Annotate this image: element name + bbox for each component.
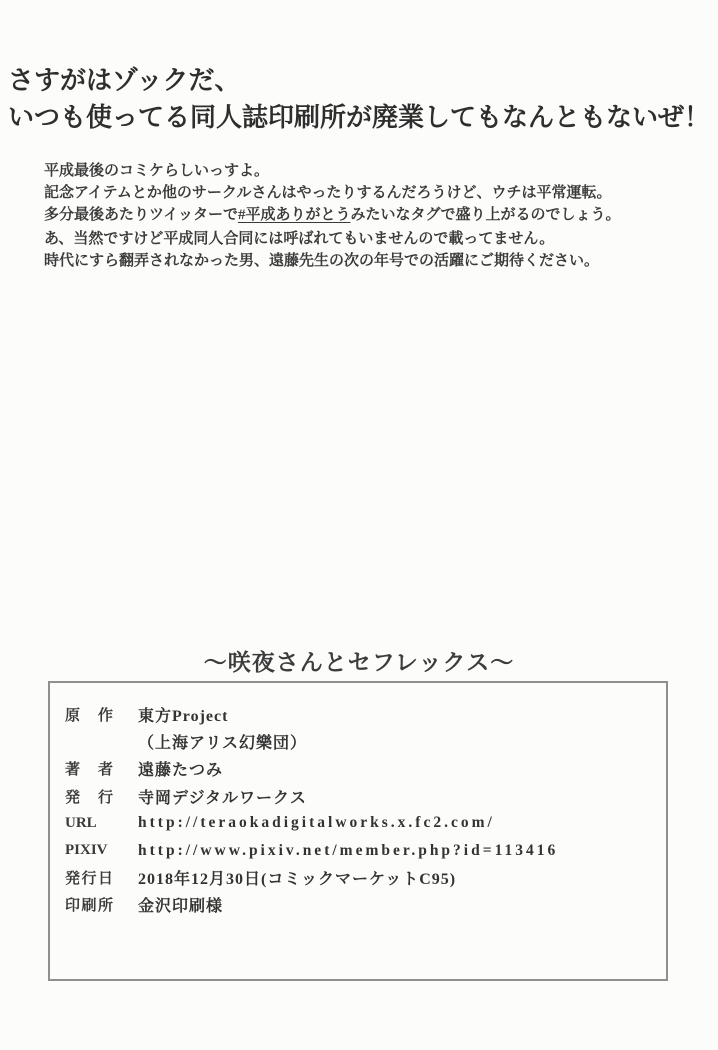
colophon-value: 2018年12月30日(コミックマーケットC95): [138, 871, 457, 889]
colophon-row-publication-date: [65, 864, 666, 891]
colophon-table: [48, 681, 668, 981]
colophon-label: URL: [65, 814, 97, 831]
colophon-row-circle-continuation: [65, 728, 666, 755]
colophon-label: 印刷所: [65, 898, 113, 915]
colophon-row-pixiv: [65, 837, 666, 864]
colophon-value: （上海アリス幻樂団）: [138, 735, 308, 753]
colophon-label: 発行: [65, 789, 113, 806]
headline-line-2: いつも使ってる同人誌印刷所が廃業してもなんともないぜ！: [8, 103, 711, 132]
colophon-value: 金沢印刷様: [138, 898, 224, 916]
afterword-line: 記念アイテムとか他のサークルさんはやったりするんだろうけど、ウチは平常運転。: [44, 185, 612, 201]
book-title: ～咲夜さんとセフレックス～: [203, 650, 515, 675]
headline-line-1: さすがはゾックだ、: [8, 66, 241, 95]
colophon-value-url: http://www.pixiv.net/member.php?id=113416: [138, 841, 559, 859]
colophon-value-url: http://teraokadigitalworks.x.fc2.com/: [138, 814, 495, 832]
afterword-paragraph-1: [44, 160, 688, 226]
afterword-line: [44, 204, 688, 226]
colophon-value: 東方Project: [138, 708, 229, 726]
headline: [8, 62, 714, 136]
hashtag-heisei-arigatou: #平成ありがとう: [237, 207, 351, 223]
colophon-row-url: [65, 810, 666, 837]
afterword-line: 平成最後のコミケらしいっすよ。: [44, 163, 270, 179]
afterword-line: あ、当然ですけど平成同人合同には呼ばれてもいませんので載ってません。: [44, 231, 555, 247]
colophon-row-printer: [65, 891, 666, 918]
colophon-value: 寺岡デジタルワークス: [138, 789, 307, 807]
colophon-row-publisher: [65, 783, 666, 810]
colophon-row-author: [65, 755, 666, 782]
afterword-line-pre: 多分最後あたりツイッターで: [44, 207, 238, 223]
colophon-label: 原作: [65, 708, 113, 725]
colophon-row-original-work: [65, 701, 666, 728]
afterword-line-post: みたいなタグで盛り上がるのでしょう。: [350, 207, 621, 223]
colophon-value: 遠藤たつみ: [138, 762, 224, 780]
colophon-label: 著者: [65, 762, 113, 779]
afterword-paragraph-2: [44, 228, 688, 272]
colophon-label: PIXIV: [65, 842, 108, 859]
afterword-line: 時代にすら翻弄されなかった男、遠藤先生の次の年号での活躍にご期待ください。: [44, 253, 600, 269]
colophon-label: 発行日: [65, 871, 113, 888]
